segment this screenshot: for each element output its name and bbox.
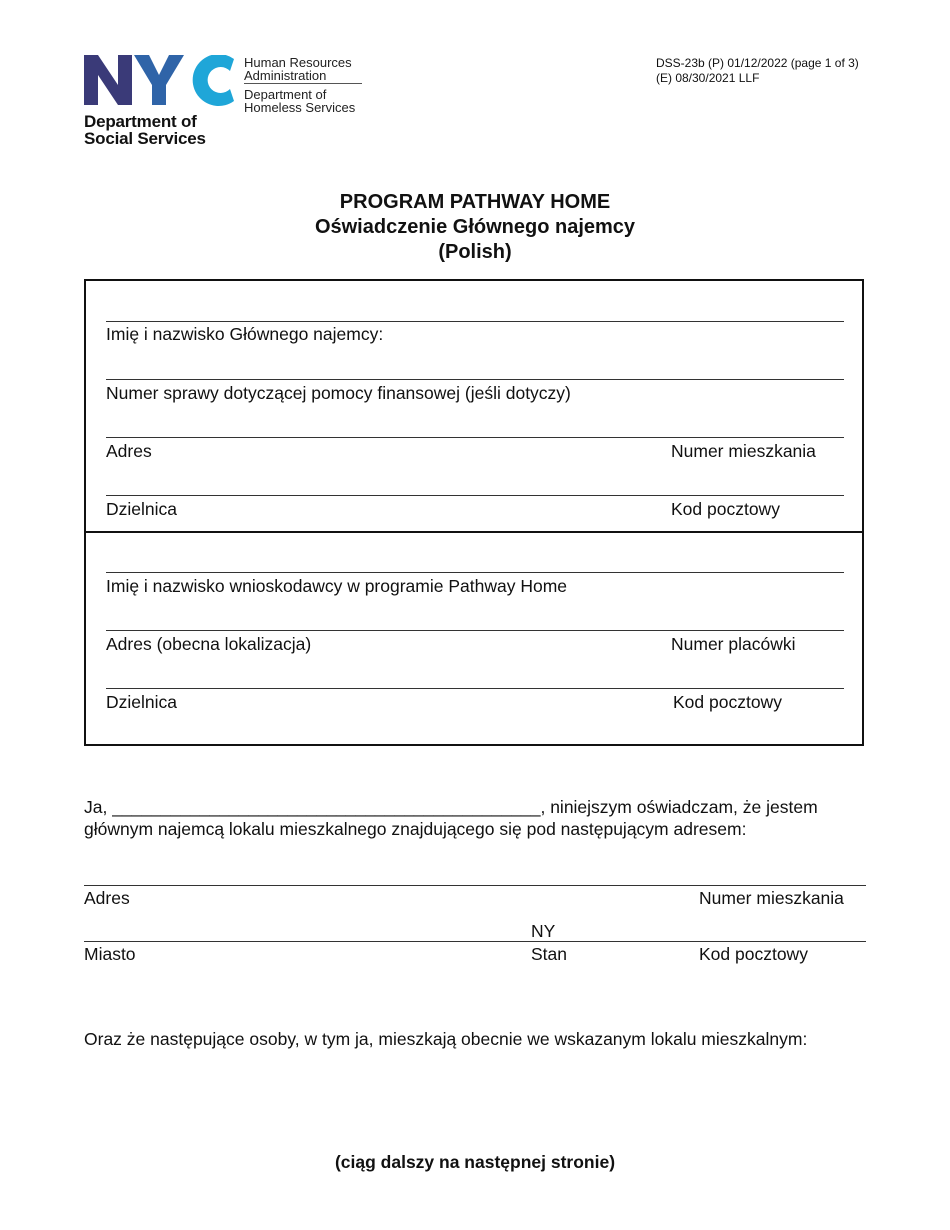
case-number-line[interactable] — [106, 379, 844, 380]
agency-divider — [244, 83, 362, 84]
declaration-start: Ja, — [84, 797, 113, 817]
declaration-end: , niniejszym oświadczam, że jestem — [540, 797, 818, 817]
doc-language: (Polish) — [438, 241, 512, 263]
agency-hra — [244, 56, 352, 82]
doc-title: PROGRAM PATHWAY HOME — [339, 191, 611, 213]
agency-dhs-line1: Department of — [244, 87, 327, 102]
residence-apartment-label: Numer mieszkania — [699, 888, 844, 908]
agency-hra-line1: Human Resources — [244, 55, 352, 70]
applicant-facility-label: Numer placówki — [671, 634, 796, 654]
declaration-line1 — [84, 796, 818, 818]
tenant-apartment-label: Numer mieszkania — [671, 441, 816, 461]
applicant-borough-line[interactable] — [106, 688, 844, 689]
declaration-line2: głównym najemcą lokalu mieszkalnego znajdującego się pod następującym adresem: — [84, 819, 747, 839]
tenant-zip-label: Kod pocztowy — [671, 499, 780, 519]
declarant-name-blank[interactable]: ____________________________________________ — [112, 797, 541, 817]
applicant-name-label: Imię i nazwisko wnioskodawcy w programie Pathway Home — [106, 576, 568, 596]
tenant-address-line[interactable] — [106, 437, 844, 438]
nyc-logo-mark — [84, 55, 244, 111]
applicant-address-label: Adres (obecna lokalizacja) — [106, 634, 312, 654]
residence-state-label: Stan — [531, 944, 567, 964]
residence-city-label: Miasto — [84, 944, 136, 964]
box-divider — [84, 531, 864, 533]
continued-note: (ciąg dalszy na następnej stronie) — [334, 1152, 616, 1172]
dept-name-line2: Social Services — [84, 129, 206, 148]
residence-address-line[interactable] — [84, 885, 866, 886]
agency-hra-line2: Administration — [244, 68, 327, 83]
agency-dhs — [244, 88, 355, 114]
tenant-address-label: Adres — [106, 441, 152, 461]
doc-subtitle: Oświadczenie Głównego najemcy — [314, 216, 636, 238]
applicant-borough-label: Dzielnica — [106, 692, 177, 712]
tenant-name-line[interactable] — [106, 321, 844, 322]
agency-dhs-line2: Homeless Services — [244, 100, 356, 115]
form-id-line1: DSS-23b (P) 01/12/2022 (page 1 of 3) — [656, 56, 859, 70]
tenant-borough-line[interactable] — [106, 495, 844, 496]
state-value: NY — [531, 921, 556, 941]
dept-name-line1: Department of — [84, 112, 197, 131]
form-identifier — [656, 56, 859, 86]
dept-name — [84, 113, 206, 147]
residence-city-line[interactable] — [84, 941, 866, 942]
residence-address-label: Adres — [84, 888, 130, 908]
form-id-line2: (E) 08/30/2021 LLF — [656, 71, 760, 85]
tenant-name-label: Imię i nazwisko Głównego najemcy: — [106, 324, 384, 344]
applicant-zip-label: Kod pocztowy — [673, 692, 782, 712]
tenant-borough-label: Dzielnica — [106, 499, 177, 519]
applicant-name-line[interactable] — [106, 572, 844, 573]
residence-zip-label: Kod pocztowy — [699, 944, 808, 964]
residents-intro: Oraz że następujące osoby, w tym ja, mieszkają obecnie we wskazanym lokalu mieszkalnym: — [84, 1029, 808, 1049]
case-number-label: Numer sprawy dotyczącej pomocy finansowej (jeśli dotyczy) — [106, 383, 571, 403]
applicant-address-line[interactable] — [106, 630, 844, 631]
